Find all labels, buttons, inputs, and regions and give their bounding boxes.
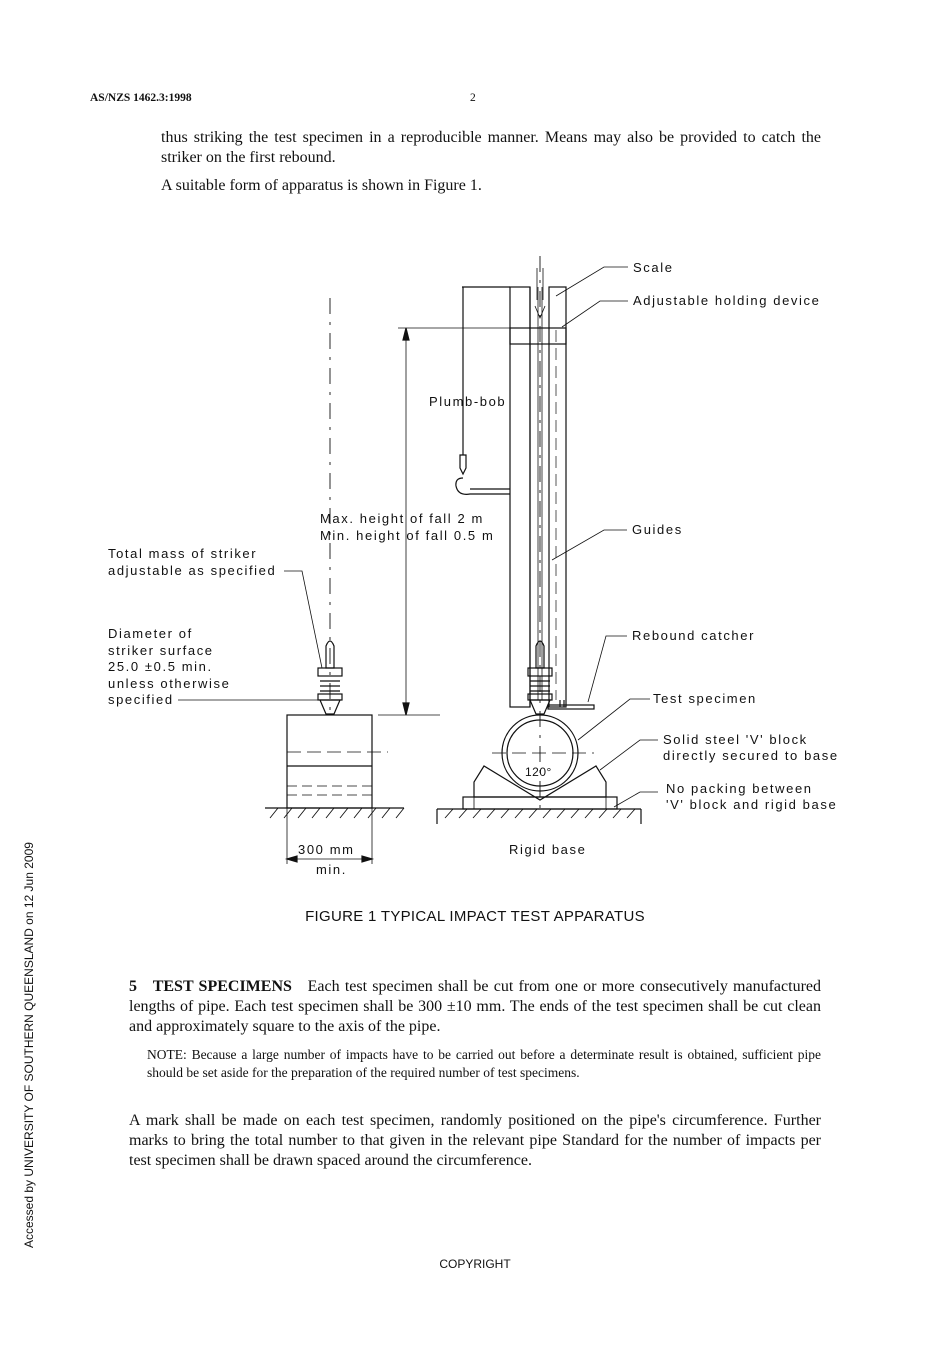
label-test-specimen: Test specimen bbox=[653, 691, 757, 706]
guide-frame bbox=[510, 256, 566, 810]
label-diameter-1: Diameter of bbox=[108, 626, 193, 641]
label-width: 300 mm bbox=[298, 842, 355, 857]
sample-block bbox=[287, 715, 388, 808]
label-packing-2: 'V' block and rigid base bbox=[666, 797, 838, 812]
label-holding-device: Adjustable holding device bbox=[633, 293, 821, 308]
note-paragraph: NOTE: Because a large number of impacts have to be carried out before a determinate result is obtained, sufficient pipe should be set aside for the preparation of the required number of test specimens. bbox=[147, 1047, 821, 1080]
label-diameter-5: specified bbox=[108, 692, 174, 707]
copyright-footer: COPYRIGHT bbox=[439, 1257, 511, 1271]
label-max-height: Max. height of fall 2 m bbox=[320, 511, 484, 526]
label-packing-1: No packing between bbox=[666, 781, 813, 796]
page-number: 2 bbox=[470, 92, 476, 104]
figure-reference-paragraph: A suitable form of apparatus is shown in Figure 1. bbox=[161, 177, 482, 194]
label-width-min: min. bbox=[316, 862, 347, 877]
label-plumb-bob: Plumb-bob bbox=[429, 394, 507, 409]
label-guides: Guides bbox=[632, 522, 683, 537]
label-v-block-2: directly secured to base bbox=[663, 748, 839, 763]
rebound-catcher bbox=[548, 700, 594, 709]
ground-left bbox=[265, 808, 404, 818]
figure-caption: FIGURE 1 TYPICAL IMPACT TEST APPARATUS bbox=[305, 908, 645, 925]
plumb-bob bbox=[456, 287, 510, 494]
impact-apparatus-figure bbox=[0, 230, 950, 900]
label-diameter-2: striker surface bbox=[108, 643, 214, 658]
ground-right bbox=[437, 809, 641, 824]
label-rigid-base: Rigid base bbox=[509, 842, 587, 857]
label-scale: Scale bbox=[633, 260, 674, 275]
label-angle: 120° bbox=[525, 765, 552, 779]
section-text: Each test specimen shall be cut from one or more consecutively manufactured lengths of pipe. Each test specimen shall be 300 ±10 mm. The ends of the test specimen shall be cut clean and approximately square to the axis of the pipe. bbox=[129, 978, 822, 1035]
standard-code: AS/NZS 1462.3:1998 bbox=[90, 92, 192, 104]
intro-paragraph: thus striking the test specimen in a reproducible manner. Means may also be provided to catch the striker on the first rebound. bbox=[161, 129, 821, 166]
label-rebound-catcher: Rebound catcher bbox=[632, 628, 756, 643]
access-watermark: Accessed by UNIVERSITY OF SOUTHERN QUEENSLAND on 12 Jun 2009 bbox=[22, 842, 36, 1248]
section-5 bbox=[129, 977, 821, 1037]
label-diameter-3: 25.0 ±0.5 min. bbox=[108, 659, 213, 674]
label-v-block-1: Solid steel 'V' block bbox=[663, 732, 808, 747]
label-mass-2: adjustable as specified bbox=[108, 563, 277, 578]
label-min-height: Min. height of fall 0.5 m bbox=[320, 528, 495, 543]
section-number: 5 bbox=[129, 978, 137, 995]
label-diameter-4: unless otherwise bbox=[108, 676, 231, 691]
section-heading: TEST SPECIMENS bbox=[152, 978, 292, 995]
label-mass-1: Total mass of striker bbox=[108, 546, 258, 561]
marking-paragraph: A mark shall be made on each test specimen, randomly positioned on the pipe's circumference. Further marks to bring the total number to that given in the relevant pipe Standard for the number of impacts per test specimen shall be drawn spaced around the circumference. bbox=[129, 1112, 821, 1169]
